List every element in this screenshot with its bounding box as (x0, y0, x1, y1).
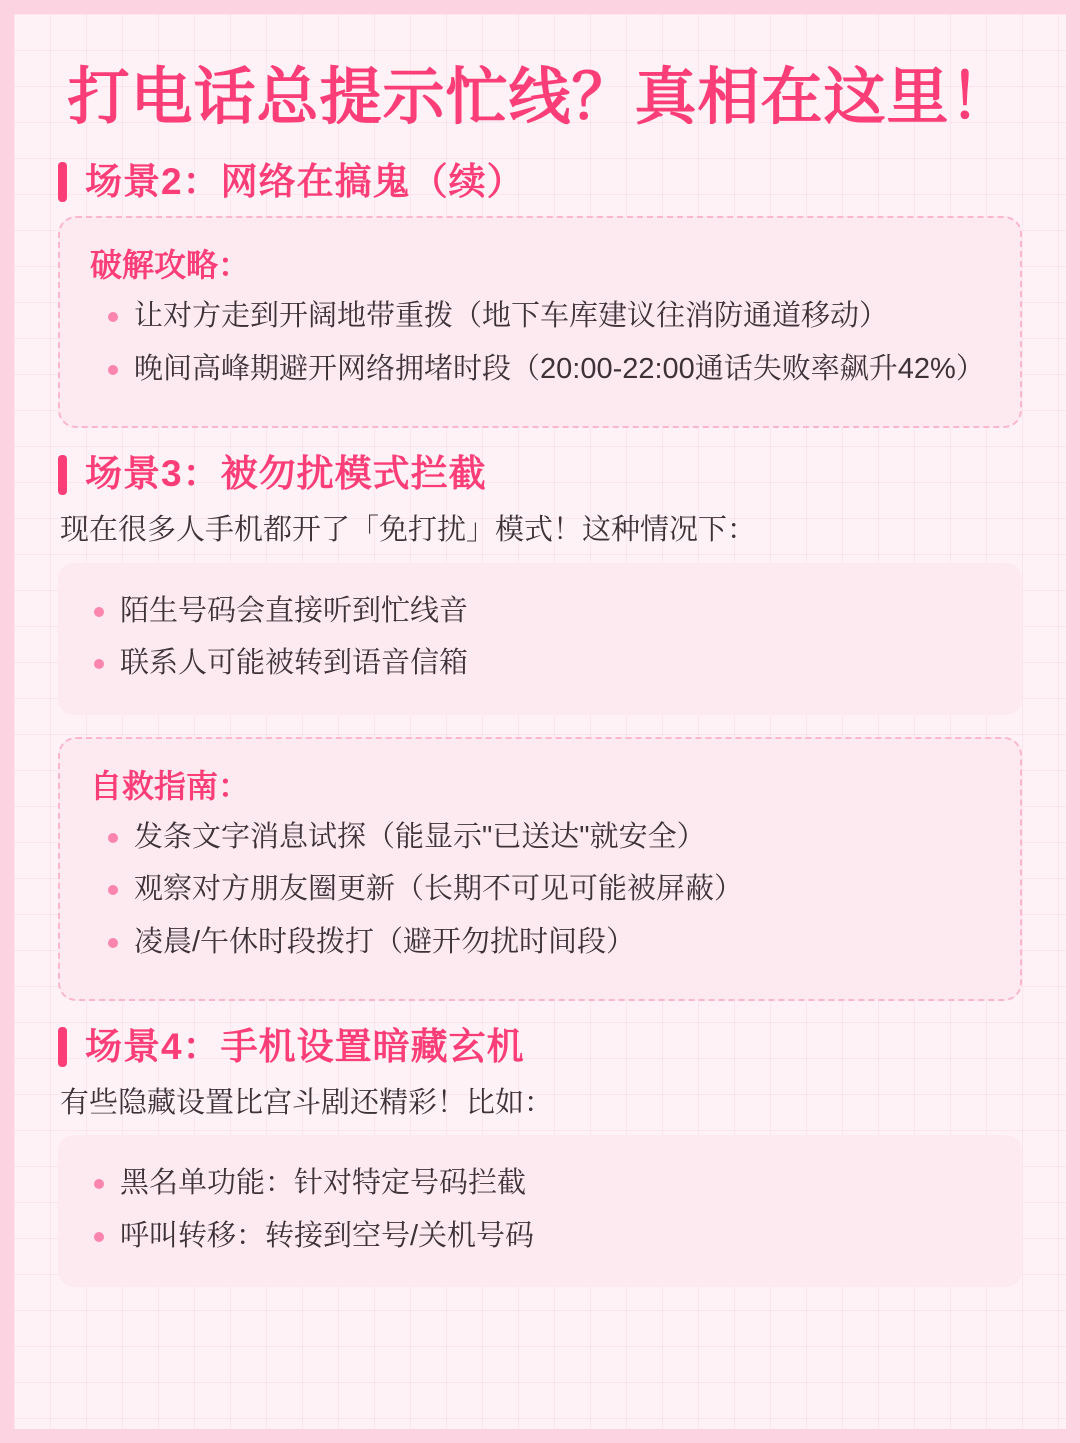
callout-title: 自救指南： (90, 767, 251, 804)
callout-list (90, 816, 990, 965)
list-item: 陌生号码会直接听到忙线音 (82, 590, 992, 634)
section-intro: 有些隐藏设置比宫斗剧还精彩！比如： (60, 1086, 554, 1119)
list-box-scene4 (58, 1135, 1022, 1287)
list-item: 凌晨/午休时段拨打（避开勿扰时间段） (90, 921, 990, 965)
callout-title: 破解攻略： (90, 247, 251, 284)
section-title: 场景3：被勿扰模式拦截 (85, 453, 487, 495)
list-item: 呼叫转移：转接到空号/关机号码 (82, 1215, 992, 1259)
section-title: 场景2：网络在搞鬼（续） (85, 160, 525, 202)
section-heading-scene3 (58, 454, 1022, 495)
callout-box-strategy (58, 216, 1022, 428)
section-heading-scene2 (58, 162, 1022, 203)
poster-content (14, 14, 1066, 1287)
callout-list (90, 295, 990, 391)
heading-accent-bar (58, 455, 67, 495)
list-item: 让对方走到开阔地带重拨（地下车库建议往消防通道移动） (90, 295, 990, 339)
section-title: 场景4：手机设置暗藏玄机 (85, 1026, 525, 1067)
list-item: 联系人可能被转到语音信箱 (82, 642, 992, 686)
page-title: 打电话总提示忙线？真相在这里！ (67, 63, 1013, 132)
heading-accent-bar (58, 162, 67, 202)
list-item: 观察对方朋友圈更新（长期不可见可能被屏蔽） (90, 868, 990, 912)
list-item: 晚间高峰期避开网络拥堵时段（20:00-22:00通话失败率飙升42%） (90, 348, 990, 392)
list-item: 发条文字消息试探（能显示"已送达"就安全） (90, 816, 990, 860)
list-box-scene3 (58, 563, 1022, 715)
list-item: 黑名单功能：针对特定号码拦截 (82, 1162, 992, 1206)
section-list (82, 590, 992, 686)
heading-accent-bar (58, 1027, 67, 1067)
section-intro: 现在很多人手机都开了「免打扰」模式！这种情况下： (60, 514, 757, 546)
section-heading-scene4 (58, 1027, 1022, 1068)
callout-box-selfhelp (58, 737, 1022, 1002)
section-list (82, 1162, 992, 1258)
